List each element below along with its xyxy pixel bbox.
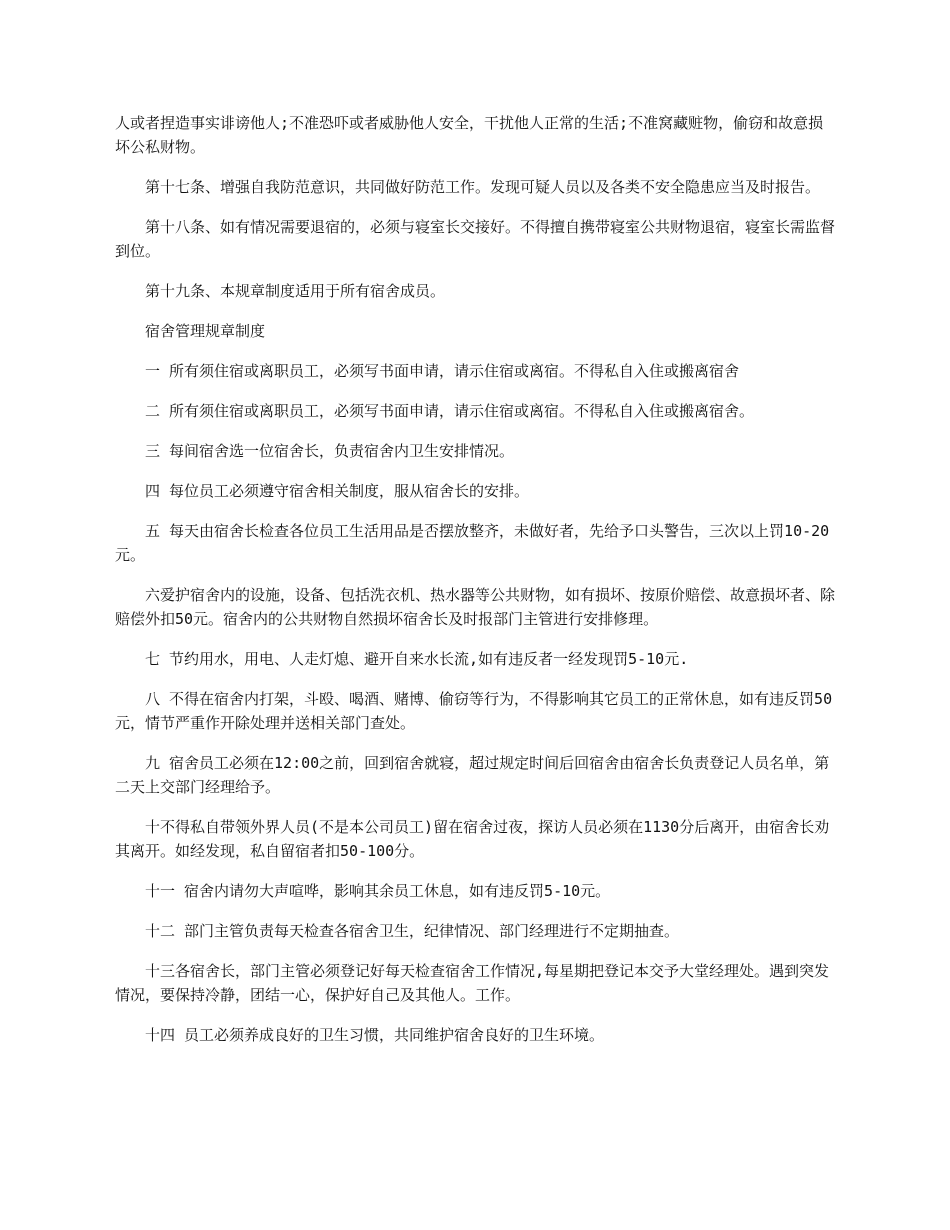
- rule-item-9: 九 宿舍员工必须在12:00之前，回到宿舍就寝，超过规定时间后回宿舍由宿舍长负责登记人员名单，第二天上交部门经理给予。: [115, 754, 830, 796]
- rule-item-1: 一 所有须住宿或离职员工，必须写书面申请，请示住宿或离宿。不得私自入住或搬离宿舍: [145, 362, 740, 380]
- paragraph-article-19: 第十九条、本规章制度适用于所有宿舍成员。: [145, 282, 446, 300]
- rule-item-5: 五 每天由宿舍长检查各位员工生活用品是否摆放整齐，未做好者，先给予口头警告，三次以上罚10-20元。: [115, 522, 830, 564]
- rule-item-10: 十不得私自带领外界人员(不是本公司员工)留在宿舍过夜，探访人员必须在1130分后离开，由宿舍长劝其离开。如经发现，私自留宿者扣50-100分。: [115, 818, 830, 860]
- rule-item-14: 十四 员工必须养成良好的卫生习惯，共同维护宿舍良好的卫生环境。: [145, 1026, 605, 1044]
- section-heading: 宿舍管理规章制度: [145, 322, 266, 340]
- rule-item-2: 二 所有须住宿或离职员工，必须写书面申请，请示住宿或离宿。不得私自入住或搬离宿舍。: [145, 402, 755, 420]
- paragraph-article-18: 第十八条、如有情况需要退宿的，必须与寝室长交接好。不得擅自携带寝室公共财物退宿，寝室长需监督到位。: [115, 218, 836, 260]
- rule-item-12: 十二 部门主管负责每天检查各宿舍卫生，纪律情况、部门经理进行不定期抽查。: [145, 922, 680, 940]
- rule-item-13: 十三各宿舍长，部门主管必须登记好每天检查宿舍工作情况,每星期把登记本交予大堂经理处。遇到突发情况，要保持冷静，团结一心，保护好自己及其他人。工作。: [115, 962, 830, 1004]
- rule-item-3: 三 每间宿舍选一位宿舍长，负责宿舍内卫生安排情况。: [145, 442, 515, 460]
- paragraph-article-17: 第十七条、增强自我防范意识，共同做好防范工作。发现可疑人员以及各类不安全隐患应当及时报告。: [145, 178, 821, 196]
- rule-item-8: 八 不得在宿舍内打架，斗殴、喝酒、赌博、偷窃等行为，不得影响其它员工的正常休息，如有违反罚50元，情节严重作开除处理并送相关部门查处。: [115, 690, 833, 732]
- rule-item-7: 七 节约用水，用电、人走灯熄、避开自来水长流,如有违反者一经发现罚5-10元.: [145, 650, 689, 668]
- paragraph-continuation: 人或者捏造事实诽谤他人;不准恐吓或者威胁他人安全，干扰他人正常的生活;不准窝藏赃物，偷窃和故意损坏公私财物。: [115, 114, 824, 156]
- rule-item-6: 六爱护宿舍内的设施，设备、包括洗衣机、热水器等公共财物，如有损坏、按原价赔偿、故意损坏者、除赔偿外扣50元。宿舍内的公共财物自然损坏宿舍长及时报部门主管进行安排修理。: [115, 586, 836, 628]
- rule-item-4: 四 每位员工必须遵守宿舍相关制度，服从宿舍长的安排。: [145, 482, 530, 500]
- rule-item-11: 十一 宿舍内请勿大声喧哗，影响其余员工休息，如有违反罚5-10元。: [145, 882, 611, 900]
- document-body: [115, 111, 835, 1063]
